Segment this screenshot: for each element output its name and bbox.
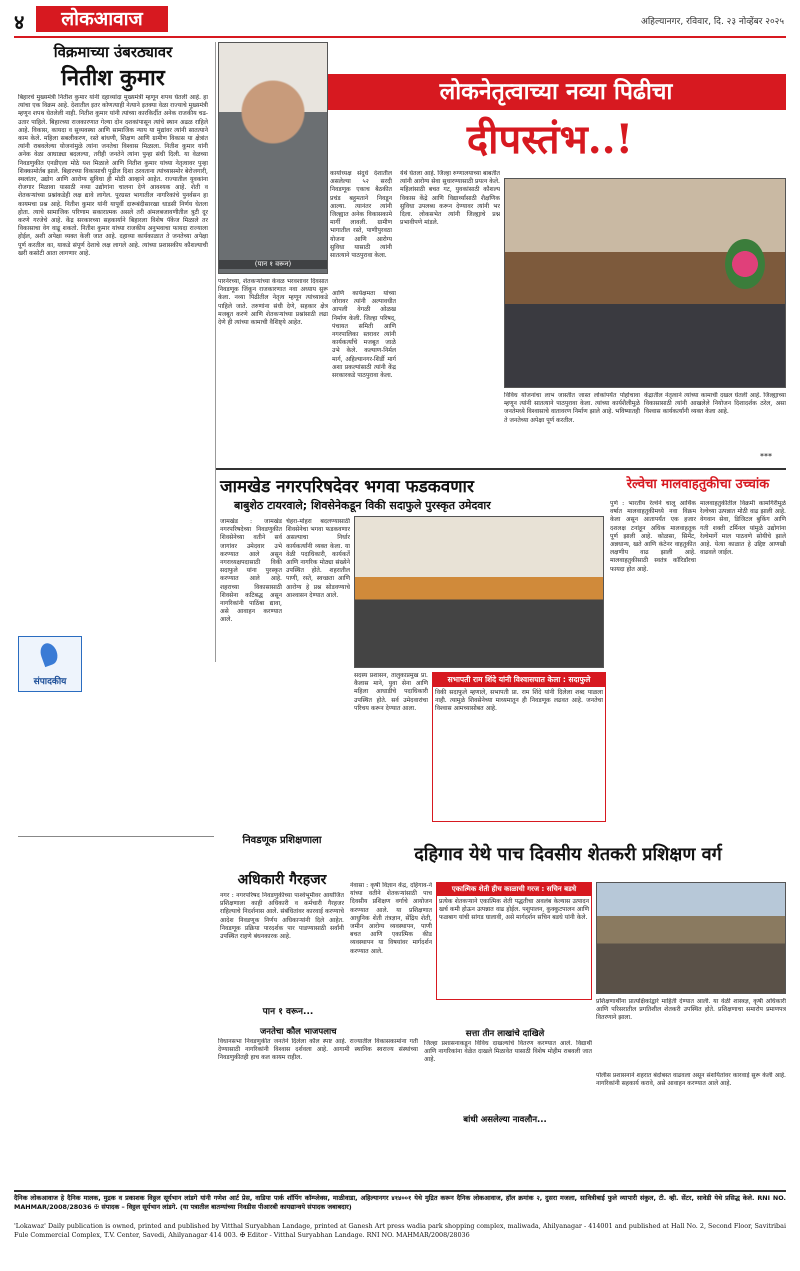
masthead-title: लोकआवाज bbox=[61, 8, 143, 30]
leader-col4: येथे घेतला आहे. जिल्हा रुग्णालयाच्या बाबतीत त्यांनी आरोग्य सेवा सुधारण्यासाठी प्रयत्न केले. महिलांसाठी बचत गट, युवकांसाठी कौशल्य विकास केंद्रे आणि विद्यार्थ्यांसाठी शैक्षणिक सुविधा उपलब्ध करून देण्यावर त्यांनी भर दिला. लोकसभेत त्यांनी जिल्ह्याचे प्रश्न प्रभावीपणे मांडले. bbox=[400, 170, 500, 227]
portrait-caption: (पान १ वरून) bbox=[219, 260, 327, 269]
jamkhed-inset-body: विकी सदाफुले म्हणाले, सभापती प्रा. राम शिंदे यांनी दिलेला शब्द पाळला नाही. त्यामुळे शिवसेनेच्या माध्यमातून ही निवडणूक लढवत आहे. जनतेचा विश्वास आमच्यासोबत आहे. bbox=[435, 689, 603, 713]
training-col1: नेवासा : कृषी विज्ञान केंद्र, दहिगाव-ने यांच्या वतीने शेतकऱ्यांसाठी पाच दिवसीय प्रशिक्षण वर्गाचे आयोजन करण्यात आले. या प्रशिक्षणात आधुनिक शेती तंत्रज्ञान, सेंद्रिय शेती, जमीन आरोग्य व्यवस्थापन, पाणी बचत आणि एकात्मिक कीड व्यवस्थापन या विषयांवर मार्गदर्शन करण्यात आले. bbox=[350, 882, 432, 955]
continuation-body-1: विधानसभा निवडणुकीत जनतेने दिलेला कौल स्पष्ट आहे. राज्यातील विकासकामांना गती देण्यासाठी नागरिकांनी विश्वास दर्शवला आहे. आगामी स्थानिक स्वराज्य संस्थांच्या निवडणुकीतही हाच कल कायम राहील. bbox=[218, 1038, 418, 1062]
jamkhed-inset-title: सभापती राम शिंदे यांनी विश्वासघात केला : सदाफुले bbox=[433, 673, 605, 687]
election-body: नगर : नगरपरिषद निवडणुकीच्या पार्श्वभूमीवर आयोजित प्रशिक्षणाला काही अधिकारी व कर्मचारी गैरहजर राहिल्याचे निदर्शनास आले. संबंधितांवर कारवाई करण्याचे आदेश निवडणूक निर्णय अधिकाऱ्यांनी दिले आहेत. निवडणूक प्रक्रिया पारदर्शक पार पाडण्यासाठी सर्वांनी उपस्थित राहणे बंधनकारक आहे. bbox=[220, 892, 344, 941]
leader-meeting-photo bbox=[504, 178, 786, 388]
training-col4: प्रशिक्षणार्थींना प्रात्यक्षिकांद्वारे माहिती देण्यात आली. या वेळी शास्त्रज्ञ, कृषी अधिकारी आणि परिसरातील प्रगतिशील शेतकरी उपस्थित होते. प्रशिक्षणाचा समारोप प्रमाणपत्र वितरणाने झाला. bbox=[596, 998, 786, 1022]
training-inset-box bbox=[436, 882, 592, 1000]
continuation-headline-3: बांधी असलेल्या नावलौन... bbox=[463, 1115, 547, 1125]
jamkhed-col2: चेहरा-मोहरा बदलण्यासाठी शिवसेनेचा भगवा फडकवणार असल्याचा निर्धार कार्यकर्त्यांनी व्यक्त केला. या वेळी पदाधिकारी, कार्यकर्ते आणि नागरिक मोठ्या संख्येने उपस्थित होते. शहरातील पाणी, रस्ते, स्वच्छता आणि आरोग्य हे प्रश्न सोडवण्याचे आश्वासन देण्यात आले. bbox=[286, 518, 350, 599]
masthead-box bbox=[36, 6, 168, 32]
election-kicker: निवडणूक प्रशिक्षणाला bbox=[242, 835, 322, 846]
continuation-body-4: पोलीस प्रशासनाने शहरात बंदोबस्त वाढवला असून संशयितांवर कारवाई सुरू केली आहे. नागरिकांनी सहकार्य करावे, असे आवाहन करण्यात आले आहे. bbox=[596, 1072, 786, 1088]
rail-col2: मालवाहतुकीतील विक्रमी कामगिरीमुळे रेल्वेच्या उत्पन्नात मोठी वाढ झाली आहे. वेगवान सेवा, डिजिटल बुकिंग आणि गती शक्ती टर्मिनल यांमुळे उद्योगांना रेल्वेमार्गे माल पाठवणे सोयीचे झाले आहे. येत्या काळात हे उद्दिष्ट आणखी वाढवले जाईल. bbox=[700, 500, 786, 557]
footer-imprint-english: 'Lokawaz' Daily publication is owned, printed and published by Vitthal Suryabhan Landage, printed at Ganesh Art press wadia park shopping complex, maliwada, Ahilyanagar - 414001 and published at Hall No. 2, Second Floor, Savitribai Fule Commercial Complex, T.V. Center, Savedi, Ahilyanagar 414 003. ✠ Editor - Vitthal Suryabhan Landage. RNI NO. MAHMAR/2008/28036 bbox=[14, 1222, 786, 1239]
jamkhed-col1: जामखेड : जामखेड नगरपरिषदेच्या निवडणुकीत शिवसेनेच्या वतीने सर्व जागांवर उमेदवार उभे करण्यात आले असून नगराध्यक्षपदासाठी विकी सदाफुले यांना पुरस्कृत करण्यात आले आहे. शहराच्या विकासासाठी शिवसेना कटिबद्ध असून नागरिकांनी पाठिंबा द्यावा, असे आवाहन करण्यात आले. bbox=[220, 518, 282, 624]
leader-col2: पारनेरच्या, शेतकऱ्यांच्या केवळ भरवशावर दिवसात निवडणूक जिंकून राजकारणात नवा अध्याय सुरू केला. नव्या पिढीतील नेतृत्व म्हणून त्यांच्याकडे पाहिले जाते. तरुणांना संधी देणे, सहकार क्षेत्र मजबूत करणे आणि शेतकऱ्यांच्या प्रश्नांसाठी लढा देणे ही त्यांच्या कामाची वैशिष्ट्ये आहेत. bbox=[218, 278, 328, 327]
section-rule bbox=[216, 468, 786, 470]
footer-imprint-marathi: दैनिक लोकआवाज हे दैनिक मालक, मुद्रक व प्रकाशक विठ्ठल सूर्यभान लांडगे यांनी गणेश आर्ट प्रेस, वाडिया पार्क शॉपिंग कॉम्प्लेक्स, माळीवाडा, अहिल्यानगर ४१४००१ येथे मुद्रित करून दैनिक लोकआवाज, हॉल क्रमांक २, दुसरा मजला, सावित्रीबाई फुले व्यापारी संकुल, टी. व्ही. सेंटर, सावेडी येथे प्रसिद्ध केले. RNI NO. MAHMAR/2008/28036 ✠ संपादक – विठ्ठल सूर्यभान लांडगे. (या पत्रातील बातम्यांच्या निवडीस पीआरबी कायद्यान्वये संपादक जबाबदार) bbox=[14, 1194, 786, 1211]
nitish-kicker: विक्रमाच्या उंबरठ्यावर bbox=[53, 43, 173, 61]
jamkhed-group-photo bbox=[354, 516, 604, 668]
quill-icon bbox=[38, 641, 61, 667]
leader-headline-top: लोकनेतृत्वाच्या नव्या पिढीचा bbox=[439, 79, 673, 105]
leader-headline-main: दीपस्तंभ..! bbox=[466, 116, 634, 163]
training-inset-body: प्रत्येक शेतकऱ्याने एकात्मिक शेती पद्धतीचा अवलंब केल्यास उत्पादन खर्च कमी होऊन उत्पन्नात वाढ होईल. पशुपालन, कुक्कुटपालन आणि फळबाग यांची सांगड घालावी, असे मार्गदर्शन सचिन बडधे यांनी केले. bbox=[439, 898, 589, 922]
page-number: ४ bbox=[14, 10, 25, 34]
leader-end-mark: *** bbox=[760, 452, 772, 461]
continuation-headline-2: सत्ता तीन लाखांचे दाखिले bbox=[465, 1029, 545, 1039]
leader-col1: कार्याध्यक्ष संदुर्ध देशातील असलेल्या ५२ सरदी निवडणूक एकाच बैठकीत प्रचंड बहुमताने निवडून आल्या. त्यानंतर त्यांनी जिल्ह्यात अनेक विकासकामे मार्गी लावली. ग्रामीण भागातील रस्ते, पाणीपुरवठा योजना आणि आरोग्य सुविधा यासाठी त्यांनी सातत्याने पाठपुरावा केला. bbox=[330, 170, 392, 260]
training-inset-title: एकात्मिक शेती हीच काळाची गरज : सचिन बडधे bbox=[437, 883, 591, 896]
col-divider bbox=[215, 42, 216, 662]
leader-col5: विविध योजनांचा लाभ जास्तीत जास्त लोकांपर्यंत पोहोचावा म्हणून त्यांनी सातत्याने पाठपुरावा केला. त्यांच्या कार्यशैलीमुळे जनतेमध्ये विश्वासाचे वातावरण निर्माण झाले आहे. भविष्यातही ते जनतेच्या अपेक्षा पूर्ण करतील. bbox=[504, 392, 640, 424]
editorial-box bbox=[18, 636, 82, 692]
bouquet-graphic bbox=[725, 239, 765, 289]
header-rule bbox=[14, 36, 786, 38]
rail-col1: पुणे : भारतीय रेल्वेने चालू आर्थिक वर्षात मालवाहतुकीमध्ये नवा विक्रम केला असून आतापर्यंत एक हजार दशलक्ष टनांहून अधिक मालवाहतूक पूर्ण झाली आहे. कोळसा, सिमेंट, अन्नधान्य, खते आणि कंटेनर वाहतुकीत लक्षणीय वाढ झाली आहे. मालवाहतुकीसाठी स्वतंत्र कॉरिडॉरचा फायदा होत आहे. bbox=[610, 500, 696, 573]
dateline: अहिल्यानगर, रविवार, दि. २३ नोव्हेंबर २०२५ bbox=[640, 17, 784, 27]
election-headline: अधिकारी गैरहजर bbox=[237, 872, 327, 888]
box-rule bbox=[18, 836, 214, 837]
jamkhed-col3: सदस्य प्रशासन, तालुकाप्रमुख प्रा. कैलास माने, युवा सेना आणि महिला आघाडीचे पदाधिकारी उपस्थित होते. सर्व उमेदवारांचा परिचय करून देण्यात आला. bbox=[354, 672, 428, 712]
leader-portrait-photo bbox=[218, 42, 328, 274]
continuation-body-2: जिल्हा प्रशासनाकडून विविध दाखल्यांचे वितरण करण्यात आले. विद्यार्थी आणि नागरिकांना वेळेत दाखले मिळावेत यासाठी विशेष मोहीम राबवली जात आहे. bbox=[424, 1040, 592, 1064]
jamkhed-headline: जामखेड नगरपरिषदेवर भगवा फडकवणार bbox=[220, 477, 474, 497]
rail-headline: रेल्वेचा मालवाहतुकीचा उच्चांक bbox=[626, 477, 770, 492]
leader-col3: आणि कार्यक्षमता यांच्या जोरावर त्यांनी अल्पावधीत आपली वेगळी ओळख निर्माण केली. जिल्हा परिषद, पंचायत समिती आणि नगरपालिका स्तरावर त्यांनी कार्यकर्त्यांचे मजबूत जाळे उभे केले. कल्याण-निर्मल मार्ग, अहिल्यानगर-शिर्डी मार्ग अशा प्रकल्पांसाठी त्यांनी केंद्र सरकारकडे पाठपुरावा केला. bbox=[332, 290, 396, 380]
training-photo bbox=[596, 882, 786, 994]
training-headline: दहिगाव येथे पाच दिवसीय शेतकरी प्रशिक्षण वर्ग bbox=[414, 844, 722, 865]
editorial-label: संपादकीय bbox=[33, 677, 67, 687]
nitish-body: बिहारचे मुख्यमंत्री नितीश कुमार यांनी दहाव्यांदा मुख्यमंत्री म्हणून शपथ घेतली आहे. हा त्यांचा एक विक्रम आहे. देशातील इतर कोणत्याही नेत्याने इतक्या वेळा राज्याचे मुख्यमंत्री म्हणून शपथ घेतलेली नाही. नितीश कुमार यांनी त्यांच्या कारकिर्दीत अनेक राजकीय चढ-उतार पाहिले. बिहारच्या राजकारणात गेल्या दोन दशकांपासून त्यांचे स्थान अढळ राहिले आहे. विकास, कायदा व सुव्यवस्था आणि सामाजिक न्याय या मुद्यांवर त्यांनी सातत्याने काम केले. महिला सबलीकरण, रस्ते बांधणी, शिक्षण आणि ग्रामीण विकास या क्षेत्रांत त्यांनी राबवलेल्या योजनांमुळे त्यांना जनतेचा विश्वास मिळाला. नितीश कुमार यांनी अनेक वेळा आघाड्या बदलल्या, तरीही जनतेने त्यांना पुन्हा संधी दिली. या वेळच्या निवडणुकीत एनडीएला मोठे यश मिळाले आणि नितीश कुमार यांच्या नेतृत्वावर पुन्हा शिक्कामोर्तब झाले. बिहारच्या विकासाची पुढील दिशा ठरवताना त्यांच्यासमोर बेरोजगारी, स्थलांतर, उद्योग आणि आरोग्य सुविधा ही मोठी आव्हाने आहेत. राज्यातील युवकांना रोजगार मिळावा यासाठी नव्या उद्योगांना चालना देणे आवश्यक आहे. शेती व शेतकऱ्यांच्या प्रश्नांकडेही लक्ष द्यावे लागेल. पूरग्रस्त भागातील नागरिकांचे पुनर्वसन हा कायमचा प्रश्न आहे. नितीश कुमार यांनी यापूर्वी दारूबंदीसारखा धाडसी निर्णय घेतला होता. त्याचे सामाजिक परिणाम सकारात्मक असले तरी अंमलबजावणीतील त्रुटी दूर करणे गरजेचे आहे. केंद्र सरकारच्या सहकार्याने बिहारला विशेष पॅकेज मिळाले तर विकासाचा वेग वाढू शकतो. नितीश कुमार यांच्या राजकीय अनुभवाचा फायदा राज्याला होईल, अशी अपेक्षा व्यक्त केली जात आहे. दहाव्या कार्यकाळात ते जनतेच्या अपेक्षा पूर्ण करतील का, याकडे संपूर्ण देशाचे लक्ष लागले आहे. त्यांच्या प्रशासकीय कौशल्याची खरी कसोटी आता लागणार आहे. bbox=[18, 94, 208, 257]
continuation-headline-1: जनतेचा कौल भाजपलाच bbox=[260, 1027, 337, 1037]
leader-col6: केंद्रातील नेतृत्वाने त्यांच्या कामाची दखल घेतली आहे. जिल्ह्याच्या विकासासाठी त्यांनी आखलेले नियोजन दिशादर्शक ठरेल, असा विश्वास कार्यकर्त्यांनी व्यक्त केला आहे. bbox=[644, 392, 786, 416]
continuation-label: पान १ वरून... bbox=[262, 1007, 314, 1017]
footer-rule bbox=[14, 1190, 786, 1192]
nitish-headline: नितीश कुमार bbox=[61, 66, 165, 91]
jamkhed-inset-box bbox=[432, 672, 606, 822]
jamkhed-subhead: बाबुशेठ टायरवाले; शिवसेनेकडून विकी सदाफुले पुरस्कृत उमेदवार bbox=[234, 499, 491, 512]
